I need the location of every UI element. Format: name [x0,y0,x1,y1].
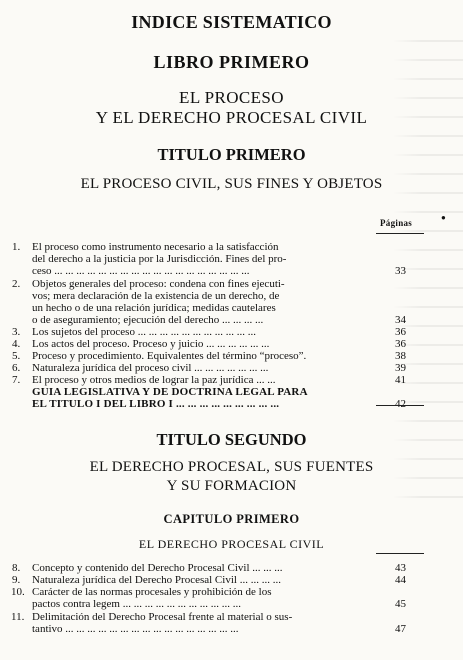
entry-text [29,338,379,350]
entry-line: GUIA LEGISLATIVA Y DE DOCTRINA LEGAL PARA [32,386,308,398]
book-title: LIBRO PRIMERO [153,52,310,72]
toc-entry-6 [12,362,379,374]
entry-number: 6. [12,362,21,374]
entry-line: Los sujetos del proceso ... ... ... ... ... ... ... ... ... ... ... [32,326,256,338]
entry-text [29,586,379,610]
entry-number: 8. [12,562,21,574]
entry-line: EL TITULO I DEL LIBRO I ... ... ... ... ... ... ... ... ... [32,398,280,410]
entry-line: pactos contra legem ... ... ... ... ... ... ... ... ... ... ... [32,598,241,610]
entry-line: Los actos del proceso. Proceso y juicio ... ... ... ... ... ... [32,338,270,350]
entry-line: Carácter de las normas procesales y prohibición de los [32,586,272,598]
entry-page: 33 [395,265,406,277]
book-subtitle-line-1: EL PROCESO [179,88,284,107]
chapter-heading: CAPITULO PRIMERO [163,512,300,526]
entry-page: 43 [395,562,406,574]
entry-number: 4. [12,338,21,350]
entry-text [29,374,379,386]
entry-text [29,562,379,574]
toc-entry-4 [12,338,379,350]
entry-line: Concepto y contenido del Derecho Procesal Civil ... ... ... [32,562,283,574]
title-two-subtitle-line-1: EL DERECHO PROCESAL, SUS FUENTES [89,459,374,475]
book-subtitle [0,88,463,128]
toc-entry-8 [12,562,379,574]
chapter-subtitle: EL DERECHO PROCESAL CIVIL [138,537,325,551]
pages-column-label: Páginas [380,218,413,228]
entry-number: 5. [12,350,21,362]
entry-page: 36 [395,326,406,338]
entry-text [29,241,379,277]
entry-text [29,326,379,338]
entry-line: Naturaleza jurídica del Derecho Procesal Civil ... ... ... ... [32,574,281,586]
entry-page: 47 [395,623,406,635]
bullet-mark: ● [441,213,446,222]
entry-text [29,362,379,374]
entry-page: 41 [395,374,406,386]
guia-entry [29,386,379,410]
entry-text [29,386,379,410]
entry-page: 44 [395,574,406,586]
entry-line: El proceso y otros medios de lograr la paz jurídica ... ... [32,374,276,386]
toc-entry-9 [12,574,379,586]
toc-entry-11 [11,611,379,635]
entry-number: 7. [12,374,21,386]
entry-number: 10. [11,586,25,598]
entry-number: 3. [12,326,21,338]
entry-line: tantivo ... ... ... ... ... ... ... ... ... ... ... ... ... ... ... ... [32,623,239,635]
toc-entry-10 [11,586,379,610]
book-subtitle-line-2: Y EL DERECHO PROCESAL CIVIL [95,108,368,127]
title-two-subtitle-line-2: Y SU FORMACION [166,478,297,494]
entry-page: 36 [395,338,406,350]
entry-page: 38 [395,350,406,362]
entry-number: 1. [12,241,21,253]
entry-line: El proceso como instrumento necesario a la satisfacción [32,241,279,253]
entry-page: 39 [395,362,406,374]
entry-text [29,611,379,635]
entry-page: 34 [395,314,406,326]
entry-page: 42 [395,398,406,410]
toc-entry-3 [12,326,379,338]
entry-line: o de aseguramiento; ejecución del derecho ... ... ... ... [32,314,264,326]
pages-rule-1 [376,233,424,234]
entry-text [29,574,379,586]
entry-number: 9. [12,574,21,586]
pages-rule-3 [376,553,424,554]
toc-entry-5 [12,350,379,362]
entry-line: del derecho a la justicia por la Jurisdicción. Fines del pro- [32,253,287,265]
entry-line: vos; mera declaración de la existencia de un derecho, de [32,290,280,302]
toc-entry-7 [12,374,379,386]
entry-line: Proceso y procedimiento. Equivalentes del término “proceso”. [32,350,307,362]
entry-line: ceso ... ... ... ... ... ... ... ... ... ... ... ... ... ... ... ... ... ... [32,265,250,277]
title-two-heading: TITULO SEGUNDO [156,430,307,449]
title-one-heading: TITULO PRIMERO [157,145,306,164]
entry-text [29,350,379,362]
entry-line: Delimitación del Derecho Procesal frente al material o sus- [32,611,293,623]
entry-line: Naturaleza jurídica del proceso civil ... ... ... ... ... ... ... [32,362,269,374]
title-two-subtitle [0,458,463,496]
entry-text [29,278,379,326]
entry-page: 45 [395,598,406,610]
index-title: INDICE SISTEMATICO [131,12,332,32]
title-one-subtitle: EL PROCESO CIVIL, SUS FINES Y OBJETOS [80,176,383,192]
entry-line: Objetos generales del proceso: condena con fines ejecuti- [32,278,285,290]
entry-number: 11. [11,611,25,623]
entry-number: 2. [12,278,21,290]
toc-entry-1 [12,241,379,277]
entry-line: un hecho o de una relación jurídica; medidas cautelares [32,302,276,314]
toc-entry-2 [12,278,379,326]
pages-rule-2 [376,405,424,406]
